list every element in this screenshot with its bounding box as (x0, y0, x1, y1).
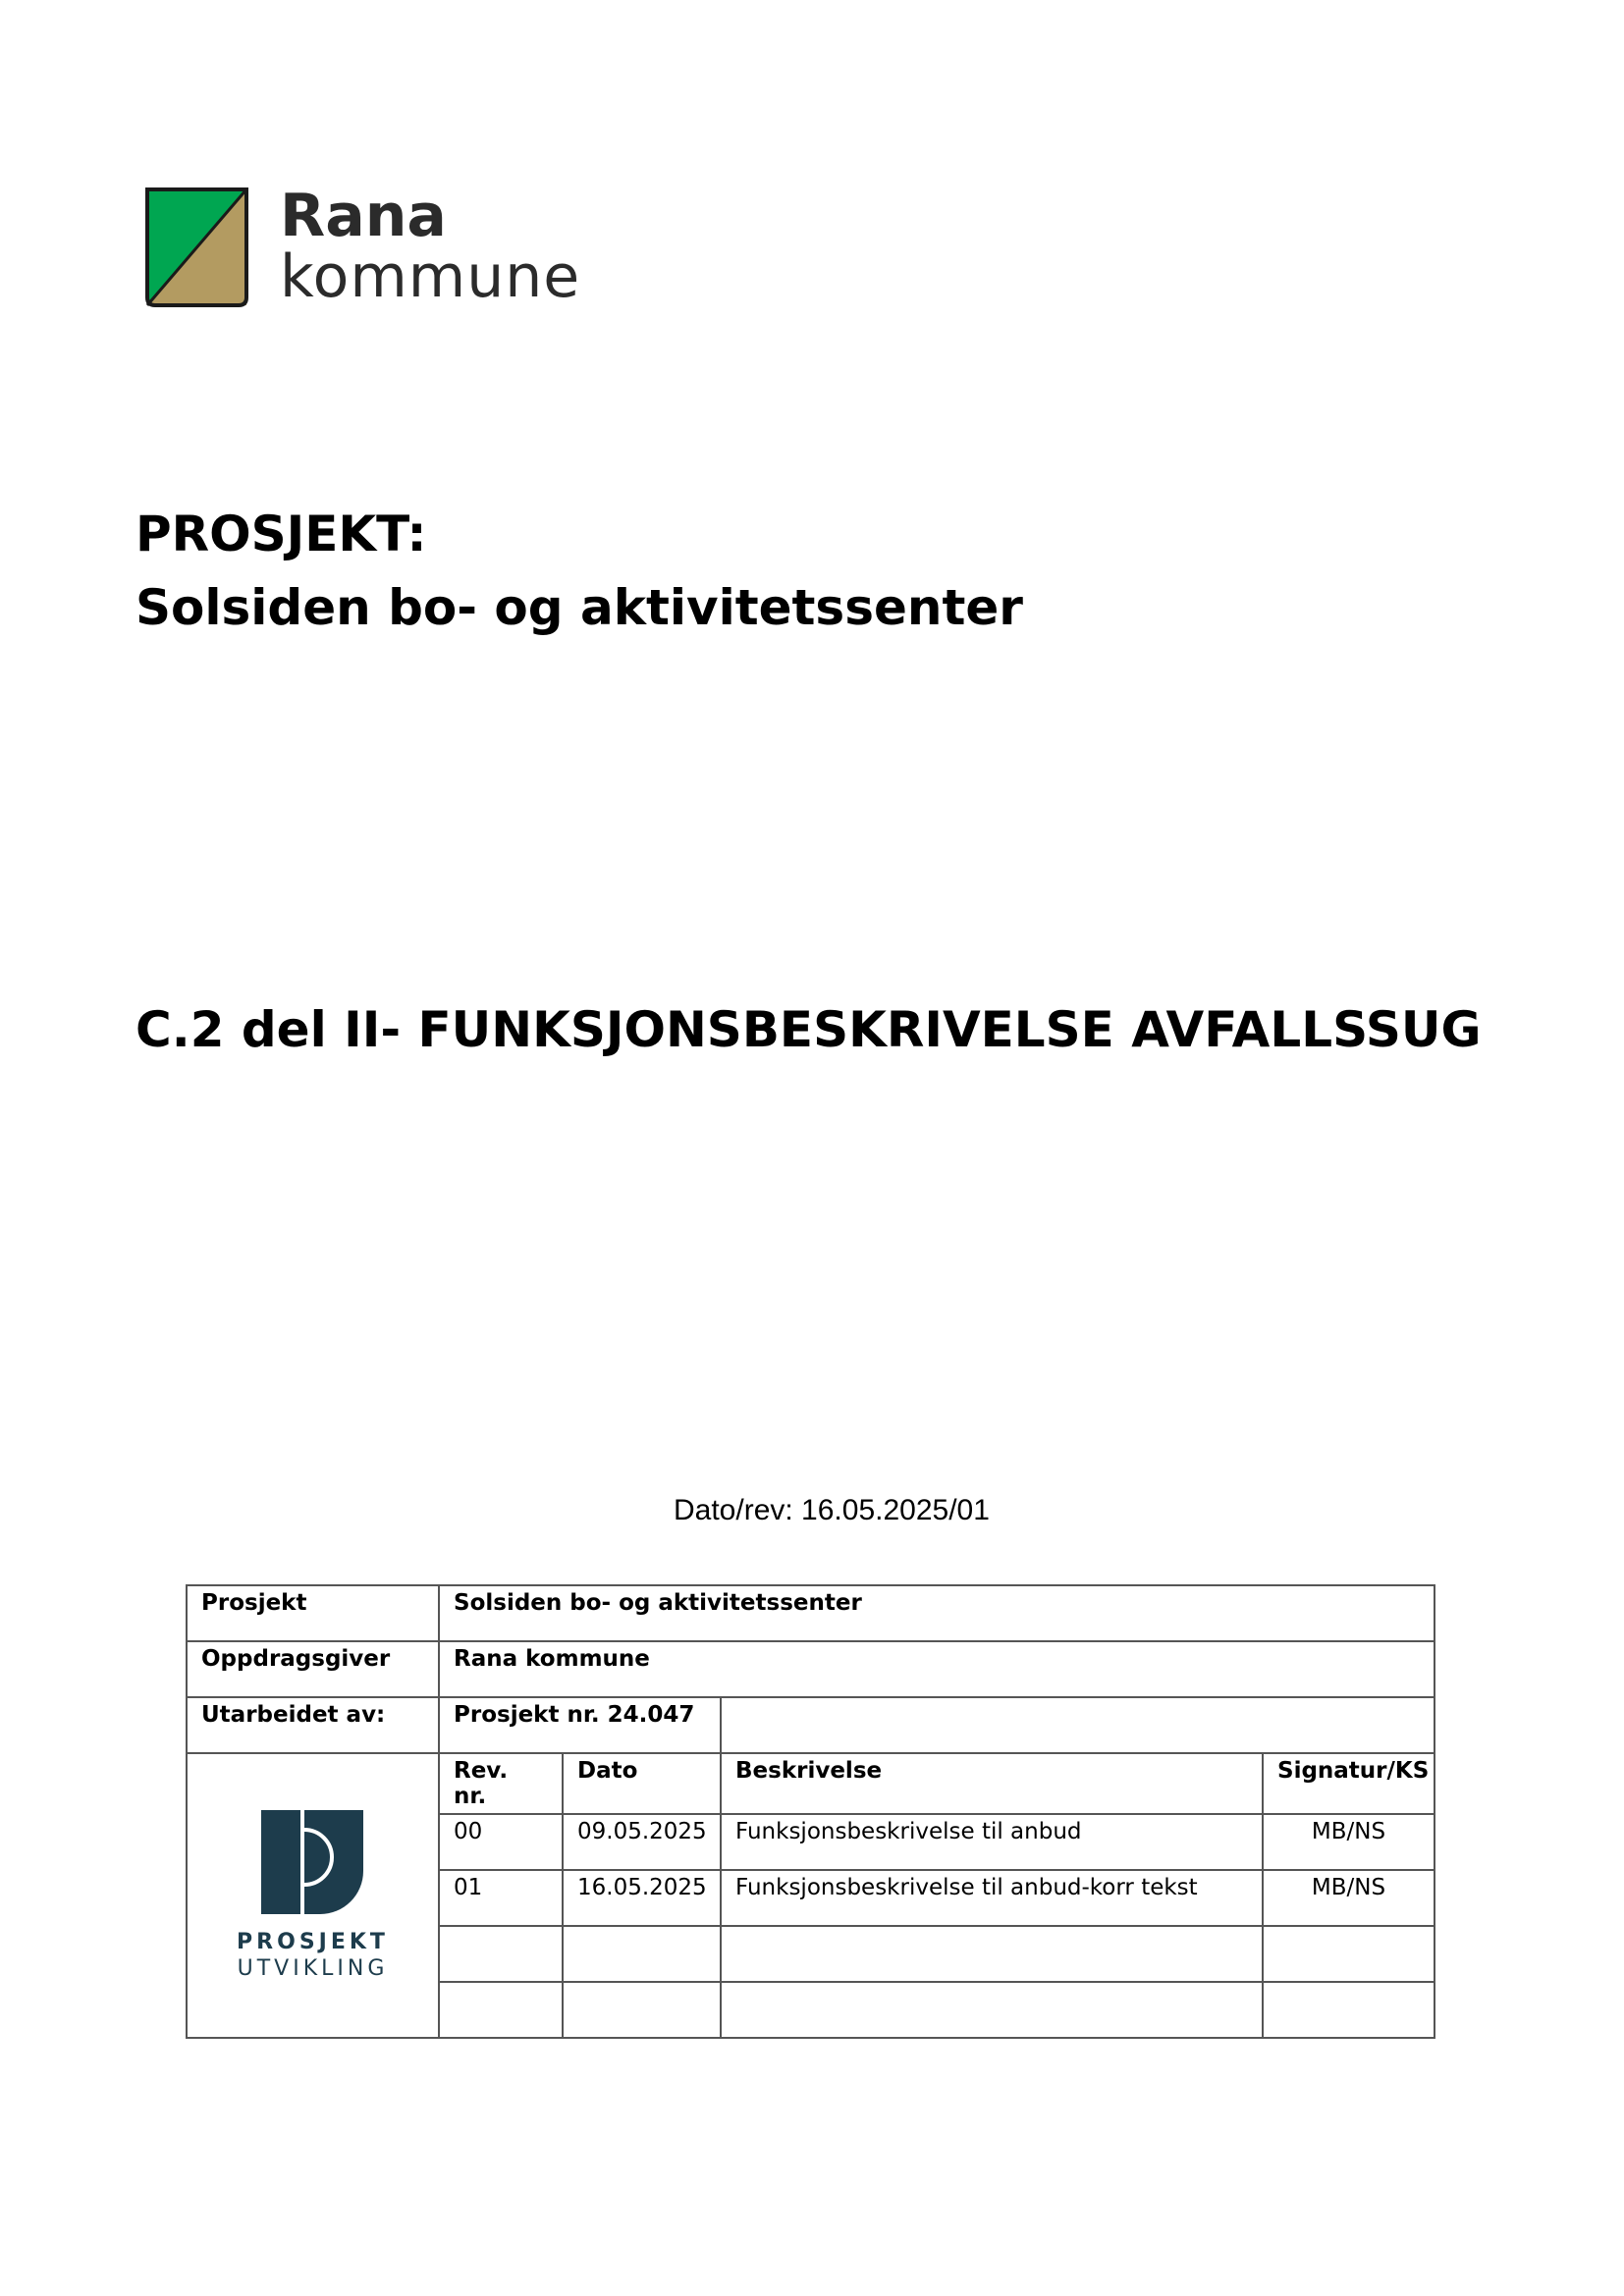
pu-mark-icon (261, 1810, 363, 1914)
prosjekt-utvikling-logo-cell (187, 1753, 439, 2038)
empty-cell (1263, 1982, 1435, 2038)
project-label: PROSJEKT: (135, 506, 427, 562)
logo-kommune: kommune (280, 242, 581, 311)
document-title: C.2 del II- FUNKSJONSBESKRIVELSE AVFALLSSUG (135, 1001, 1482, 1058)
rana-shield-icon (144, 187, 250, 308)
pu-logo-line1: PROSJEKT (237, 1930, 389, 1954)
empty-cell (721, 1697, 1435, 1753)
project-name: Solsiden bo- og aktivitetssenter (135, 579, 1023, 636)
table-row (187, 1641, 1435, 1697)
row-label-oppdragsgiver: Oppdragsgiver (187, 1641, 439, 1697)
empty-cell (1263, 1926, 1435, 1982)
header-dato: Dato (563, 1753, 721, 1814)
row-label-prosjekt: Prosjekt (187, 1585, 439, 1641)
header-beskrivelse: Beskrivelse (721, 1753, 1263, 1814)
table-row (187, 1585, 1435, 1641)
row-label-utarbeidet: Utarbeidet av: (187, 1697, 439, 1753)
empty-cell (721, 1982, 1263, 2038)
table-row (187, 1753, 1435, 1814)
empty-cell (721, 1926, 1263, 1982)
rev-desc-cell: Funksjonsbeskrivelse til anbud-korr tekst (721, 1870, 1263, 1926)
rev-date-cell: 09.05.2025 (563, 1814, 721, 1870)
pu-logo-line2: UTVIKLING (237, 1956, 389, 1981)
empty-cell (563, 1926, 721, 1982)
rev-nr-cell: 00 (439, 1814, 563, 1870)
rana-kommune-logo (144, 182, 581, 314)
date-revision: Dato/rev: 16.05.2025/01 (674, 1494, 990, 1526)
rev-sig-cell: MB/NS (1263, 1870, 1435, 1926)
rev-date-cell: 16.05.2025 (563, 1870, 721, 1926)
empty-cell (563, 1982, 721, 2038)
header-signatur: Signatur/KS (1263, 1753, 1435, 1814)
row-value-prosjekt-nr: Prosjekt nr. 24.047 (439, 1697, 721, 1753)
project-info-table (186, 1584, 1435, 2039)
rev-nr-cell: 01 (439, 1870, 563, 1926)
header-rev-nr: Rev. nr. (439, 1753, 563, 1814)
rev-sig-cell: MB/NS (1263, 1814, 1435, 1870)
empty-cell (439, 1982, 563, 2038)
logo-wordmark (280, 182, 581, 311)
prosjekt-utvikling-logo (237, 1810, 389, 1981)
row-value-oppdragsgiver: Rana kommune (439, 1641, 1435, 1697)
logo-rana: Rana (280, 182, 447, 250)
rev-desc-cell: Funksjonsbeskrivelse til anbud (721, 1814, 1263, 1870)
empty-cell (439, 1926, 563, 1982)
table-row (187, 1697, 1435, 1753)
row-value-prosjekt: Solsiden bo- og aktivitetssenter (439, 1585, 1435, 1641)
